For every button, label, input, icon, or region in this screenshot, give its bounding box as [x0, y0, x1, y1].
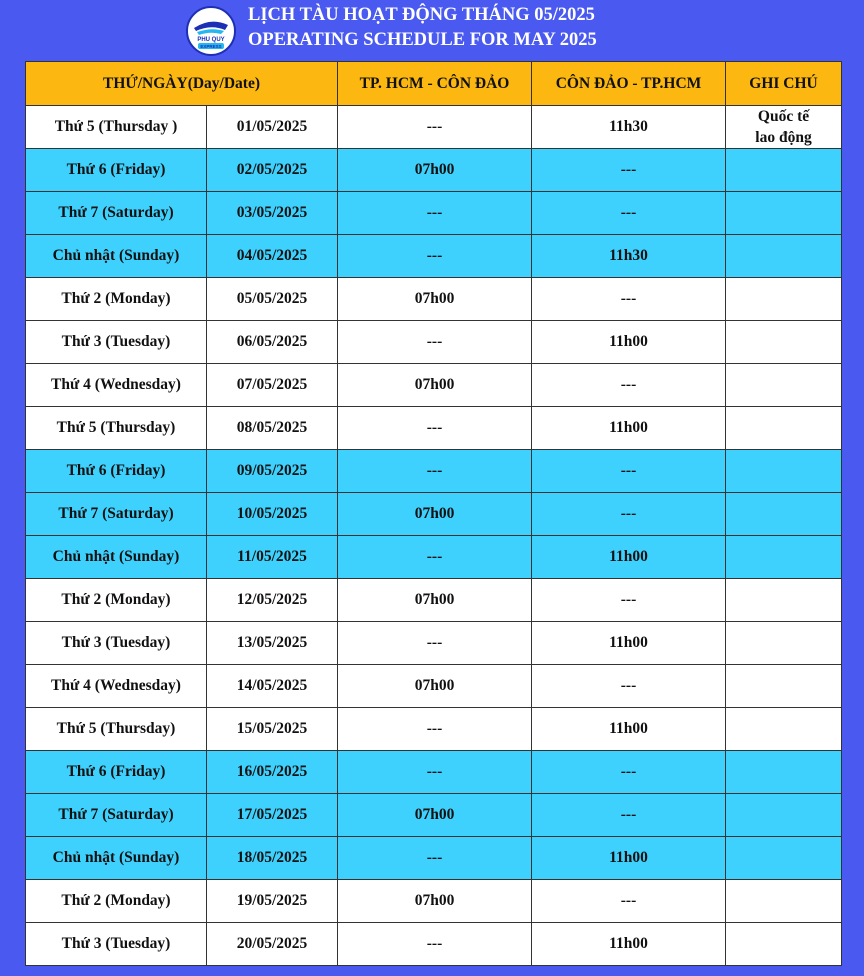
con-dao-to-hcm-cell: 11h00 — [532, 536, 726, 579]
hcm-to-con-dao-cell: --- — [338, 321, 532, 364]
day-cell: Thứ 5 (Thursday) — [26, 708, 207, 751]
date-cell: 10/05/2025 — [207, 493, 338, 536]
hcm-to-con-dao-cell: 07h00 — [338, 579, 532, 622]
table-row — [26, 407, 842, 450]
day-cell: Thứ 6 (Friday) — [26, 751, 207, 794]
col-header-con-dao-hcm: CÔN ĐẢO - TP.HCM — [532, 62, 726, 106]
note-cell — [726, 321, 842, 364]
note-line: lao động — [755, 129, 812, 146]
con-dao-to-hcm-cell: 11h00 — [532, 321, 726, 364]
date-cell: 13/05/2025 — [207, 622, 338, 665]
con-dao-to-hcm-cell: --- — [532, 364, 726, 407]
date-cell: 05/05/2025 — [207, 278, 338, 321]
con-dao-to-hcm-cell: --- — [532, 450, 726, 493]
date-cell: 11/05/2025 — [207, 536, 338, 579]
logo-text: PHU QUY — [197, 37, 225, 43]
table-row — [26, 493, 842, 536]
hcm-to-con-dao-cell: 07h00 — [338, 493, 532, 536]
note-cell — [726, 794, 842, 837]
hcm-to-con-dao-cell: --- — [338, 407, 532, 450]
note-cell — [726, 622, 842, 665]
table-row — [26, 837, 842, 880]
table-row — [26, 278, 842, 321]
hcm-to-con-dao-cell: 07h00 — [338, 278, 532, 321]
note-cell — [726, 149, 842, 192]
hcm-to-con-dao-cell: 07h00 — [338, 364, 532, 407]
con-dao-to-hcm-cell: --- — [532, 493, 726, 536]
date-cell: 07/05/2025 — [207, 364, 338, 407]
hcm-to-con-dao-cell: --- — [338, 106, 532, 149]
hcm-to-con-dao-cell: --- — [338, 536, 532, 579]
table-header-row — [26, 62, 842, 106]
note-cell — [726, 106, 842, 149]
table-row — [26, 450, 842, 493]
table-row — [26, 321, 842, 364]
con-dao-to-hcm-cell: --- — [532, 880, 726, 923]
table-row — [26, 106, 842, 149]
col-header-note: GHI CHÚ — [726, 62, 842, 106]
logo-subtext: EXPRESS — [200, 44, 222, 49]
hcm-to-con-dao-cell: --- — [338, 923, 532, 966]
hcm-to-con-dao-cell: --- — [338, 450, 532, 493]
note-cell — [726, 450, 842, 493]
day-cell: Thứ 7 (Saturday) — [26, 794, 207, 837]
hcm-to-con-dao-cell: --- — [338, 622, 532, 665]
date-cell: 06/05/2025 — [207, 321, 338, 364]
note-cell — [726, 708, 842, 751]
day-cell: Chủ nhật (Sunday) — [26, 536, 207, 579]
con-dao-to-hcm-cell: 11h00 — [532, 708, 726, 751]
phu-quy-express-logo — [186, 6, 236, 56]
date-cell: 17/05/2025 — [207, 794, 338, 837]
title-english: OPERATING SCHEDULE FOR MAY 2025 — [248, 30, 597, 50]
date-cell: 12/05/2025 — [207, 579, 338, 622]
table-row — [26, 622, 842, 665]
table-row — [26, 579, 842, 622]
date-cell: 03/05/2025 — [207, 192, 338, 235]
ship-logo-icon — [188, 8, 234, 54]
con-dao-to-hcm-cell: 11h30 — [532, 235, 726, 278]
con-dao-to-hcm-cell: --- — [532, 192, 726, 235]
date-cell: 01/05/2025 — [207, 106, 338, 149]
day-cell: Thứ 7 (Saturday) — [26, 493, 207, 536]
day-cell: Thứ 3 (Tuesday) — [26, 923, 207, 966]
note-line: Quốc tế — [757, 108, 810, 125]
page-title — [248, 3, 597, 53]
note-cell — [726, 665, 842, 708]
table-row — [26, 149, 842, 192]
day-cell: Thứ 3 (Tuesday) — [26, 321, 207, 364]
day-cell: Thứ 2 (Monday) — [26, 278, 207, 321]
day-cell: Chủ nhật (Sunday) — [26, 235, 207, 278]
table-row — [26, 665, 842, 708]
date-cell: 16/05/2025 — [207, 751, 338, 794]
table-row — [26, 536, 842, 579]
schedule-table — [25, 61, 842, 966]
note-cell — [726, 493, 842, 536]
date-cell: 20/05/2025 — [207, 923, 338, 966]
con-dao-to-hcm-cell: --- — [532, 665, 726, 708]
table-row — [26, 708, 842, 751]
date-cell: 15/05/2025 — [207, 708, 338, 751]
note-cell — [726, 235, 842, 278]
day-cell: Thứ 4 (Wednesday) — [26, 665, 207, 708]
table-row — [26, 794, 842, 837]
note-cell — [726, 278, 842, 321]
title-vietnamese: LỊCH TÀU HOẠT ĐỘNG THÁNG 05/2025 — [248, 5, 595, 25]
note-cell — [726, 579, 842, 622]
hcm-to-con-dao-cell: --- — [338, 235, 532, 278]
day-cell: Thứ 4 (Wednesday) — [26, 364, 207, 407]
table-row — [26, 880, 842, 923]
con-dao-to-hcm-cell: --- — [532, 579, 726, 622]
hcm-to-con-dao-cell: --- — [338, 837, 532, 880]
note-cell — [726, 536, 842, 579]
hcm-to-con-dao-cell: 07h00 — [338, 665, 532, 708]
con-dao-to-hcm-cell: 11h00 — [532, 622, 726, 665]
con-dao-to-hcm-cell: --- — [532, 751, 726, 794]
date-cell: 19/05/2025 — [207, 880, 338, 923]
col-header-hcm-con-dao: TP. HCM - CÔN ĐẢO — [338, 62, 532, 106]
con-dao-to-hcm-cell: 11h00 — [532, 837, 726, 880]
date-cell: 08/05/2025 — [207, 407, 338, 450]
note-cell — [726, 407, 842, 450]
table-row — [26, 364, 842, 407]
note-cell — [726, 837, 842, 880]
table-row — [26, 923, 842, 966]
day-cell: Thứ 7 (Saturday) — [26, 192, 207, 235]
day-cell: Thứ 3 (Tuesday) — [26, 622, 207, 665]
con-dao-to-hcm-cell: 11h30 — [532, 106, 726, 149]
note-cell — [726, 923, 842, 966]
con-dao-to-hcm-cell: --- — [532, 278, 726, 321]
table-row — [26, 235, 842, 278]
date-cell: 09/05/2025 — [207, 450, 338, 493]
con-dao-to-hcm-cell: 11h00 — [532, 407, 726, 450]
hcm-to-con-dao-cell: --- — [338, 708, 532, 751]
note-cell — [726, 192, 842, 235]
date-cell: 02/05/2025 — [207, 149, 338, 192]
day-cell: Thứ 6 (Friday) — [26, 450, 207, 493]
note-cell — [726, 751, 842, 794]
hcm-to-con-dao-cell: --- — [338, 751, 532, 794]
hcm-to-con-dao-cell: 07h00 — [338, 149, 532, 192]
hcm-to-con-dao-cell: 07h00 — [338, 794, 532, 837]
con-dao-to-hcm-cell: --- — [532, 149, 726, 192]
day-cell: Thứ 2 (Monday) — [26, 579, 207, 622]
date-cell: 18/05/2025 — [207, 837, 338, 880]
hcm-to-con-dao-cell: --- — [338, 192, 532, 235]
note-cell — [726, 880, 842, 923]
date-cell: 04/05/2025 — [207, 235, 338, 278]
table-row — [26, 751, 842, 794]
hcm-to-con-dao-cell: 07h00 — [338, 880, 532, 923]
con-dao-to-hcm-cell: --- — [532, 794, 726, 837]
day-cell: Thứ 6 (Friday) — [26, 149, 207, 192]
day-cell: Thứ 5 (Thursday ) — [26, 106, 207, 149]
day-cell: Chủ nhật (Sunday) — [26, 837, 207, 880]
note-cell — [726, 364, 842, 407]
table-row — [26, 192, 842, 235]
page-header — [0, 0, 864, 60]
date-cell: 14/05/2025 — [207, 665, 338, 708]
day-cell: Thứ 2 (Monday) — [26, 880, 207, 923]
con-dao-to-hcm-cell: 11h00 — [532, 923, 726, 966]
day-cell: Thứ 5 (Thursday) — [26, 407, 207, 450]
col-header-day-date: THỨ/NGÀY(Day/Date) — [26, 62, 338, 106]
